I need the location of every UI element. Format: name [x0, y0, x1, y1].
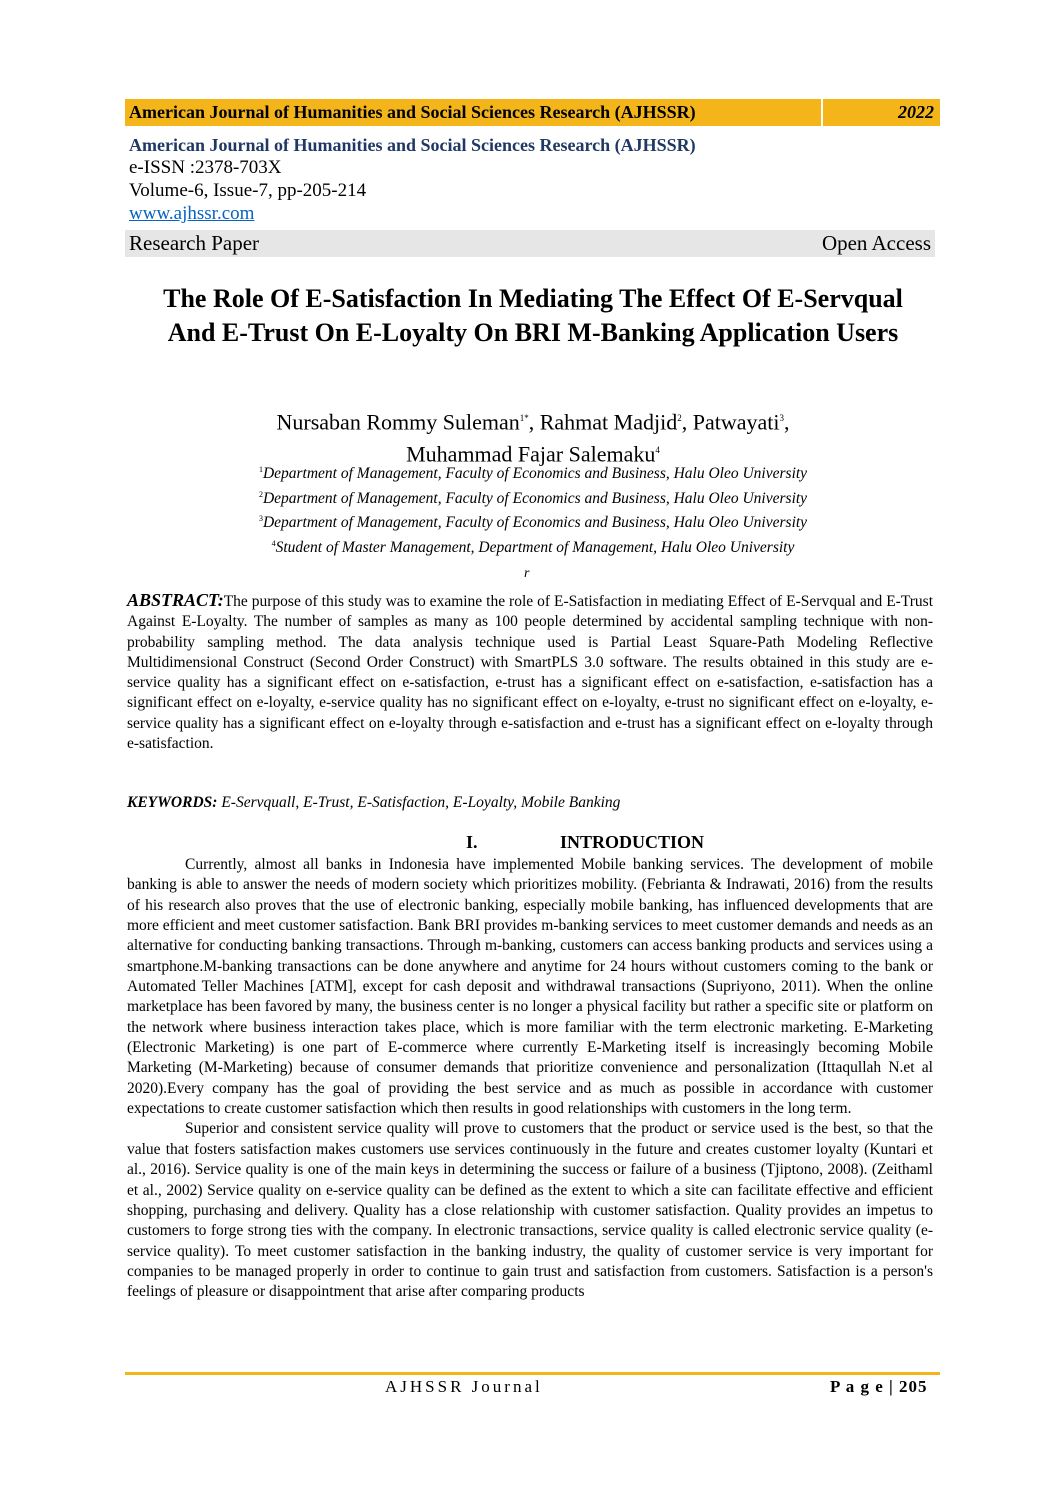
paragraph: Superior and consistent service quality will prove to customers that the product or service used is the best, so that the value that fosters satisfaction makes customers use services continuously in the future and creates customer loyalty (Kuntari et al., 2016). Service quality is one of the main keys in determining the success or failure of a business (Tjiptono, 2008). (Zeithaml et al., 2002) Service quality on e-service quality can be defined as the extent to which a site can facilitate effective and efficient shopping, purchasing and delivery. Quality has a close relationship with customer satisfaction. Quality provides an impetus to customers to forge strong ties with the company. In electronic transactions, service quality is called electronic service quality (e-service quality). To meet customer satisfaction in the banking industry, the quality of customer service is very important for companies to be managed properly in order to continue to gain trust and satisfaction from customers. Satisfaction is a person's feelings of pleasure or disappointment that arise after comparing products — [127, 1120, 933, 1301]
author-superscript: 4 — [655, 445, 660, 456]
banner-journal-name: American Journal of Humanities and Social Sciences Research (AJHSSR) — [125, 99, 823, 126]
section-number: I. — [466, 832, 478, 852]
abstract-text: The purpose of this study was to examine the role of E-Satisfaction in mediating Effect of E-Servqual and E-Trust Against E-Loyalty. The number of samples as many as 100 people determined by accidental sampling technique with non-probability sampling method. The data analysis technique used is Partial Least Square-Path Modeling Reflective Multidimensional Construct (Second Order Construct) with SmartPLS 3.0 software. The results obtained in this study are e-service quality has a significant effect on e-satisfaction, e-trust has a significant effect on e-satisfaction, e-satisfaction has a significant effect on e-loyalty, e-service quality has no significant effect on e-loyalty, e-trust no significant effect on e-loyalty, e-service quality has a significant effect on e-loyalty through e-satisfaction and e-trust has a significant effect on e-loyalty through e-satisfaction. — [127, 593, 933, 753]
journal-name: American Journal of Humanities and Social Sciences Research (AJHSSR) — [129, 135, 696, 155]
website-link[interactable]: www.ajhssr.com — [129, 203, 255, 224]
journal-banner — [125, 99, 940, 126]
footer-rule — [125, 1372, 940, 1375]
paper-type: Research Paper — [129, 231, 260, 255]
affiliation-line — [140, 460, 926, 485]
affiliation-line — [140, 509, 926, 534]
author-list: Nursaban Rommy Suleman$^{1*}$, Rahmat Madjid$^2$, Patwayati$^3$, Muhammad Fajar Salemaku$^4$ — [276, 409, 790, 467]
affiliations — [140, 460, 926, 559]
keywords-label: KEYWORDS: — [127, 794, 218, 811]
paper-type-bar — [125, 230, 935, 257]
affiliation-superscript: 2 — [258, 489, 263, 499]
section-heading — [127, 832, 933, 856]
issn: e-ISSN :2378-703X — [129, 157, 282, 178]
author-name: Nursaban Rommy Suleman — [276, 409, 520, 435]
affiliation-superscript: 1 — [258, 465, 263, 474]
affiliation-text: Department of Management, Faculty of Economics and Business, Halu Oleo University — [262, 489, 808, 507]
stray-mark: r — [524, 566, 530, 581]
volume-issue: Volume-6, Issue-7, pp-205-214 — [129, 180, 367, 201]
footer-page-number: P a g e | 205 — [830, 1377, 928, 1396]
introduction-body — [127, 855, 933, 1303]
author-name: Rahmat Madjid — [539, 409, 678, 435]
footer-journal: AJHSSR Journal — [385, 1377, 543, 1396]
affiliation-text: Department of Management, Faculty of Economics and Business, Halu Oleo University — [262, 465, 808, 483]
section-title: INTRODUCTION — [559, 832, 705, 852]
author-superscript: 1* — [519, 413, 529, 423]
keywords-text: E-Servquall, E-Trust, E-Satisfaction, E-Loyalty, Mobile Banking — [217, 794, 621, 811]
affiliation-superscript: 3 — [258, 514, 263, 524]
banner-year: 2022 — [823, 99, 940, 126]
author-superscript: 3 — [779, 413, 784, 423]
abstract — [127, 590, 933, 754]
affiliation-superscript: 4 — [271, 538, 276, 548]
affiliation-line — [140, 485, 926, 510]
affiliation-text: Department of Management, Faculty of Economics and Business, Halu Oleo University — [262, 514, 808, 532]
paper-title: The Role Of E-Satisfaction In Mediating The Effect Of E-Servqual And E-Trust On E-Loyalty On BRI M-Banking Application Users — [163, 284, 903, 347]
author-name: Muhammad Fajar Salemaku — [406, 441, 656, 467]
access-type: Open Access — [821, 231, 931, 255]
abstract-label: ABSTRACT: — [127, 590, 224, 610]
author-superscript: 2 — [677, 413, 682, 423]
affiliation-text: Student of Master Management, Department of Management, Halu Oleo University — [275, 539, 795, 557]
paragraph: Currently, almost all banks in Indonesia have implemented Mobile banking services. The development of mobile banking is able to answer the needs of modern society which prioritizes mobility. (Febrianta & Indrawati, 2016) from the results of his research also proves that the use of electronic banking, especially mobile banking, has influenced developments that are more efficient and meet customer satisfaction. Bank BRI provides m-banking services to meet customer demands and needs as an alternative for conducting banking transactions. Through m-banking, customers can access banking products and services using a smartphone.M-banking transactions can be done anywhere and anytime for 24 hours without customers coming to the bank or Automated Teller Machines [ATM], except for cash deposit and withdrawal transactions (Supriyono, 2011). When the online marketplace has been favored by many, the business center is no longer a physical facility but rather a specific site or platform on the network where business interaction takes place, which is more familiar with the term electronic marketing. E-Marketing (Electronic Marketing) is one part of E-commerce where currently E-Marketing itself is increasingly becoming Mobile Marketing (M-Marketing) because of consumer demands that prioritize convenience and personalization (Ittaqullah N.et al 2020).Every company has the goal of providing the best service and as much as possible in accordance with customer expectations to create customer satisfaction which then results in good relationships with customers in the long term. — [127, 856, 933, 1118]
affiliation-line — [140, 534, 926, 559]
author-name: Patwayati — [692, 409, 780, 435]
keywords — [127, 793, 933, 813]
journal-info — [129, 134, 934, 225]
